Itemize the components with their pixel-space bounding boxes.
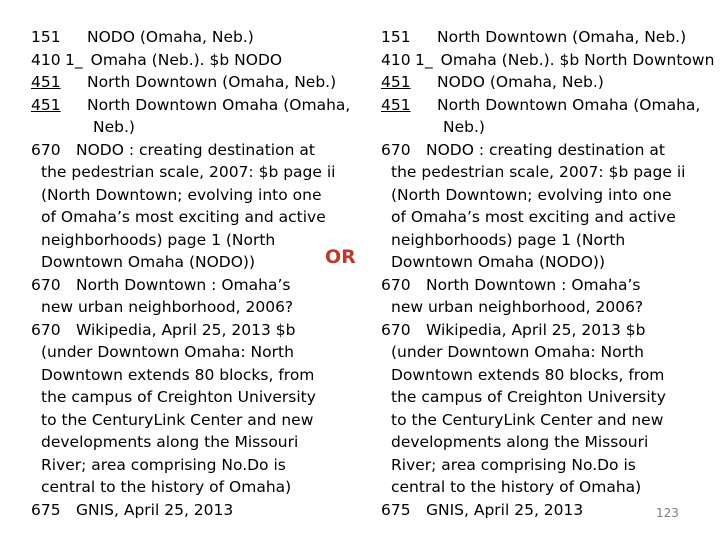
- field-value: Wikipedia, April 25, 2013 $b: [426, 320, 646, 339]
- field-continuation: neighborhoods) page 1 (North: [41, 230, 276, 249]
- right-record: [381, 26, 719, 521]
- field-410: [31, 49, 369, 72]
- field-value: North Downtown : Omaha’s: [76, 275, 291, 294]
- field-tag: 451: [381, 73, 411, 91]
- field-451: [31, 94, 369, 117]
- field-451: [381, 94, 719, 117]
- field-continuation: of Omaha’s most exciting and active: [391, 208, 676, 226]
- field-value: Omaha (Neb.). $b North Downtown: [440, 50, 715, 69]
- field-670: [381, 139, 719, 162]
- field-670: [381, 319, 719, 342]
- field-tag: 670: [31, 140, 61, 159]
- field-value: GNIS, April 25, 2013: [76, 500, 234, 519]
- field-tag: 451: [31, 73, 61, 91]
- field-tag: 670: [381, 275, 411, 294]
- field-continuation: the pedestrian scale, 2007: $b page ii: [41, 163, 336, 181]
- field-continuation: central to the history of Omaha): [391, 478, 642, 496]
- field-value: NODO (Omaha, Neb.): [87, 28, 254, 46]
- field-continuation: (under Downtown Omaha: North: [41, 343, 294, 361]
- field-continuation: (under Downtown Omaha: North: [391, 343, 644, 361]
- field-tag: 670: [381, 320, 411, 339]
- field-value: NODO (Omaha, Neb.): [437, 73, 604, 91]
- field-value: North Downtown (Omaha, Neb.): [437, 28, 687, 46]
- field-indicator: 1_: [415, 50, 433, 69]
- field-continuation: the campus of Creighton University: [391, 388, 666, 406]
- field-value: Wikipedia, April 25, 2013 $b: [76, 320, 296, 339]
- field-continuation: Downtown extends 80 blocks, from: [41, 365, 315, 384]
- field-continuation: River; area comprising No.Do is: [391, 455, 636, 474]
- field-continuation: the campus of Creighton University: [41, 388, 316, 406]
- field-continuation: Downtown Omaha (NODO)): [391, 253, 606, 271]
- field-continuation: central to the history of Omaha): [41, 478, 292, 496]
- field-value: Omaha (Neb.). $b NODO: [90, 50, 283, 69]
- field-tag: 670: [31, 320, 61, 339]
- field-value: GNIS, April 25, 2013: [426, 500, 584, 519]
- field-tag: 675: [381, 500, 411, 519]
- field-continuation: Downtown extends 80 blocks, from: [391, 365, 665, 384]
- field-value: NODO : creating destination at: [426, 140, 665, 159]
- field-670: [31, 319, 369, 342]
- field-tag: 675: [31, 500, 61, 519]
- field-value: NODO : creating destination at: [76, 140, 315, 159]
- field-451: [31, 71, 369, 94]
- page-number: 123: [656, 506, 679, 520]
- field-continuation: the pedestrian scale, 2007: $b page ii: [391, 163, 686, 181]
- field-tag: 451: [31, 95, 61, 114]
- field-continuation: neighborhoods) page 1 (North: [391, 230, 626, 249]
- field-continuation: of Omaha’s most exciting and active: [41, 208, 326, 226]
- field-value: North Downtown Omaha (Omaha,: [437, 95, 701, 114]
- field-continuation: developments along the Missouri: [391, 433, 649, 451]
- field-continuation: River; area comprising No.Do is: [41, 455, 286, 474]
- field-continuation: to the CenturyLink Center and new: [391, 410, 664, 429]
- field-151: [381, 26, 719, 49]
- field-continuation: Neb.): [443, 118, 485, 136]
- field-value: North Downtown Omaha (Omaha,: [87, 95, 351, 114]
- left-record: [31, 26, 369, 521]
- field-tag: 151: [381, 28, 411, 46]
- field-670: [381, 274, 719, 297]
- field-tag: 670: [31, 275, 61, 294]
- field-675: [31, 499, 369, 522]
- field-tag: 410: [381, 50, 411, 69]
- field-continuation: new urban neighborhood, 2006?: [391, 298, 644, 316]
- field-410: [381, 49, 719, 72]
- field-tag: 151: [31, 28, 61, 46]
- field-indicator: 1_: [65, 50, 83, 69]
- field-tag: 451: [381, 95, 411, 114]
- field-continuation: (North Downtown; evolving into one: [41, 185, 322, 204]
- field-continuation: Downtown Omaha (NODO)): [41, 253, 256, 271]
- field-continuation: developments along the Missouri: [41, 433, 299, 451]
- field-451: [381, 71, 719, 94]
- field-670: [31, 274, 369, 297]
- field-tag: 670: [381, 140, 411, 159]
- field-151: [31, 26, 369, 49]
- or-separator: OR: [325, 246, 356, 268]
- field-continuation: Neb.): [93, 118, 135, 136]
- field-670: [31, 139, 369, 162]
- field-continuation: (North Downtown; evolving into one: [391, 185, 672, 204]
- field-continuation: to the CenturyLink Center and new: [41, 410, 314, 429]
- field-continuation: new urban neighborhood, 2006?: [41, 298, 294, 316]
- field-tag: 410: [31, 50, 61, 69]
- field-value: North Downtown : Omaha’s: [426, 275, 641, 294]
- field-value: North Downtown (Omaha, Neb.): [87, 73, 337, 91]
